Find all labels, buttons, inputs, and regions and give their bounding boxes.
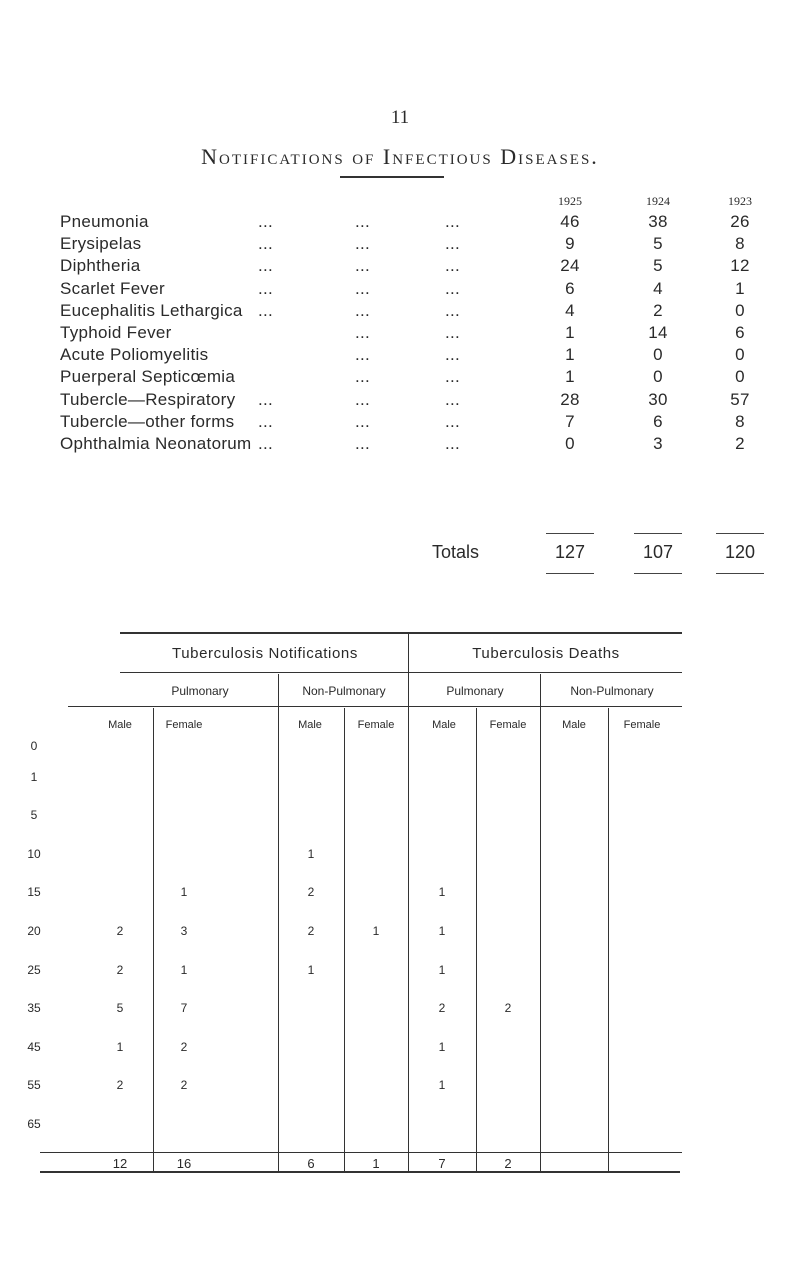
disease-name: Acute Poliomyelitis: [60, 345, 209, 365]
leader-dots: ...: [355, 234, 371, 254]
leader-dots: ...: [445, 367, 461, 387]
age-label: 20: [27, 924, 41, 938]
table-cell: 1: [180, 885, 188, 900]
leader-dots: ...: [355, 434, 371, 453]
value-1924: 5: [653, 234, 663, 254]
header-male: Male: [108, 719, 132, 731]
disease-row: [0, 256, 800, 278]
leader-dots: ...: [355, 367, 371, 387]
total-1925: 127: [554, 542, 586, 562]
header-tb-deaths: Tuberculosis Deaths: [472, 645, 620, 662]
leader-dots: ...: [445, 389, 461, 409]
table-cell: 1: [438, 962, 446, 977]
table-cell: 1: [372, 924, 380, 938]
disease-name: Diphtheria: [60, 256, 141, 276]
table-cell: 1: [438, 1039, 446, 1054]
value-1925: 46: [560, 212, 580, 231]
header-female: Female: [623, 719, 661, 731]
value-1924: 14: [648, 323, 668, 342]
age-label: 35: [27, 1001, 41, 1016]
table-bottom-rule: [40, 1171, 680, 1173]
page-title: Notifications of Infectious Diseases.: [201, 144, 599, 169]
sum-rule: [546, 533, 594, 534]
age-label: 45: [27, 1039, 41, 1054]
table-cell: 2: [116, 924, 124, 938]
disease-name: Eucephalitis Lethargica: [60, 300, 243, 320]
table-cell: 5: [116, 1001, 124, 1016]
table-cell: 1: [307, 846, 315, 861]
value-1923: 0: [735, 367, 745, 387]
value-1925: 7: [565, 411, 575, 431]
value-1924: 5: [653, 256, 663, 276]
disease-row: [0, 412, 800, 434]
table-cell: 1: [438, 1078, 446, 1093]
value-1925: 1: [565, 367, 575, 387]
table-cell: 2: [307, 885, 315, 900]
header-pulmonary: Pulmonary: [446, 684, 504, 698]
page-number: 11: [390, 107, 410, 128]
sum-rule: [716, 573, 764, 574]
sum-rule: [546, 573, 594, 574]
leader-dots: ...: [258, 389, 274, 409]
table-cell: 7: [180, 1001, 188, 1016]
value-1924: 0: [653, 367, 663, 387]
disease-name: Scarlet Fever: [60, 278, 165, 298]
column-total: 7: [438, 1156, 446, 1171]
value-1923: 2: [735, 434, 745, 453]
leader-dots: ...: [258, 300, 274, 320]
disease-row: [0, 390, 800, 412]
value-1923: 0: [735, 300, 745, 320]
header-non-pulmonary: Non-Pulmonary: [302, 684, 386, 698]
value-1923: 8: [735, 234, 745, 254]
year-header-1923: 1923: [728, 194, 752, 208]
leader-dots: ...: [355, 278, 371, 298]
leader-dots: ...: [355, 212, 371, 231]
leader-dots: ...: [355, 345, 371, 365]
leader-dots: ...: [445, 212, 461, 231]
age-label: 25: [27, 962, 41, 977]
totals-label: Totals: [432, 542, 480, 562]
notifications-table: [0, 0, 800, 620]
table-cell: 2: [180, 1039, 188, 1054]
column-total: 2: [504, 1156, 512, 1171]
disease-row: [0, 279, 800, 301]
age-label: 65: [27, 1117, 41, 1131]
col-divider: [153, 708, 154, 1172]
value-1925: 1: [565, 345, 575, 365]
value-1925: 28: [560, 389, 580, 409]
disease-name: Typhoid Fever: [60, 323, 172, 342]
header-male: Male: [432, 719, 456, 731]
totals-top-rule: [40, 1152, 682, 1153]
leader-dots: ...: [258, 234, 274, 254]
column-total: 6: [307, 1156, 315, 1171]
sub-header-rule: [68, 706, 682, 707]
leader-dots: ...: [445, 300, 461, 320]
value-1925: 1: [565, 323, 575, 342]
value-1925: 6: [565, 278, 575, 298]
disease-name: Tubercle—Respiratory: [60, 389, 236, 409]
age-label: 1: [30, 769, 38, 784]
sum-rule: [634, 573, 682, 574]
header-male: Male: [298, 719, 322, 731]
leader-dots: ...: [258, 278, 274, 298]
disease-row: [0, 301, 800, 323]
value-1925: 0: [565, 434, 575, 453]
column-total: 12: [112, 1156, 128, 1171]
column-total: 16: [176, 1156, 192, 1171]
leader-dots: ...: [445, 278, 461, 298]
header-non-pulmonary: Non-Pulmonary: [570, 684, 654, 698]
disease-row: [0, 367, 800, 389]
sub-divider: [278, 674, 279, 1172]
leader-dots: ...: [445, 234, 461, 254]
sum-rule: [716, 533, 764, 534]
value-1925: 24: [560, 256, 580, 276]
age-label: 55: [27, 1078, 41, 1093]
age-label: 10: [27, 846, 41, 861]
value-1923: 8: [735, 411, 745, 431]
value-1923: 57: [730, 389, 750, 409]
leader-dots: ...: [355, 323, 371, 342]
column-total: 1: [372, 1156, 380, 1171]
disease-row: [0, 434, 800, 456]
value-1923: 12: [730, 256, 750, 276]
table-cell: 2: [116, 962, 124, 977]
table-cell: 2: [180, 1078, 188, 1093]
col-divider: [608, 708, 609, 1172]
header-female: Female: [357, 719, 395, 731]
value-1924: 4: [653, 278, 663, 298]
table-cell: 3: [180, 924, 188, 938]
value-1925: 4: [565, 300, 575, 320]
header-female: Female: [489, 719, 527, 731]
sub-divider: [540, 674, 541, 1172]
leader-dots: ...: [445, 256, 461, 276]
leader-dots: ...: [258, 411, 274, 431]
disease-row: [0, 345, 800, 367]
age-label: 5: [30, 808, 38, 823]
disease-row: [0, 234, 800, 256]
disease-row: [0, 323, 800, 345]
disease-name: Tubercle—other forms: [60, 411, 235, 431]
total-1923: 120: [724, 542, 756, 562]
table-cell: 1: [307, 962, 315, 977]
table-cell: 2: [504, 1001, 512, 1016]
age-label: 15: [27, 885, 41, 900]
disease-name: Puerperal Septicœmia: [60, 367, 236, 387]
table-cell: 1: [116, 1039, 124, 1054]
value-1923: 26: [730, 212, 750, 231]
header-male: Male: [562, 719, 586, 731]
year-header-1925: 1925: [558, 194, 582, 208]
sum-rule: [634, 533, 682, 534]
leader-dots: ...: [445, 323, 461, 342]
table-cell: 1: [180, 962, 188, 977]
table-top-rule: [120, 632, 682, 634]
group-header-rule: [120, 672, 682, 673]
age-label: 0: [30, 739, 38, 753]
value-1924: 38: [648, 212, 668, 231]
group-divider: [408, 632, 409, 1172]
header-tb-notifications: Tuberculosis Notifications: [172, 645, 358, 662]
col-divider: [344, 708, 345, 1172]
table-cell: 2: [307, 924, 315, 938]
leader-dots: ...: [445, 411, 461, 431]
table-cell: 1: [438, 924, 446, 938]
tuberculosis-table: [0, 620, 800, 1287]
leader-dots: ...: [258, 434, 274, 453]
header-pulmonary: Pulmonary: [171, 684, 229, 698]
col-divider: [476, 708, 477, 1172]
year-header-1924: 1924: [646, 194, 670, 208]
disease-name: Ophthalmia Neonatorum: [60, 434, 252, 453]
value-1923: 1: [735, 278, 745, 298]
value-1923: 0: [735, 345, 745, 365]
value-1923: 6: [735, 323, 745, 342]
disease-name: Pneumonia: [60, 212, 149, 231]
leader-dots: ...: [355, 389, 371, 409]
disease-name: Erysipelas: [60, 234, 142, 254]
leader-dots: ...: [355, 256, 371, 276]
value-1925: 9: [565, 234, 575, 254]
table-cell: 2: [438, 1001, 446, 1016]
value-1924: 3: [653, 434, 663, 453]
value-1924: 30: [648, 389, 668, 409]
value-1924: 2: [653, 300, 663, 320]
leader-dots: ...: [258, 256, 274, 276]
table-cell: 2: [116, 1078, 124, 1093]
value-1924: 6: [653, 411, 663, 431]
leader-dots: ...: [445, 434, 461, 453]
leader-dots: ...: [355, 300, 371, 320]
leader-dots: ...: [258, 212, 274, 231]
total-1924: 107: [642, 542, 674, 562]
leader-dots: ...: [355, 411, 371, 431]
leader-dots: ...: [445, 345, 461, 365]
table-cell: 1: [438, 885, 446, 900]
header-female: Female: [165, 719, 203, 731]
disease-row: [0, 212, 800, 234]
value-1924: 0: [653, 345, 663, 365]
